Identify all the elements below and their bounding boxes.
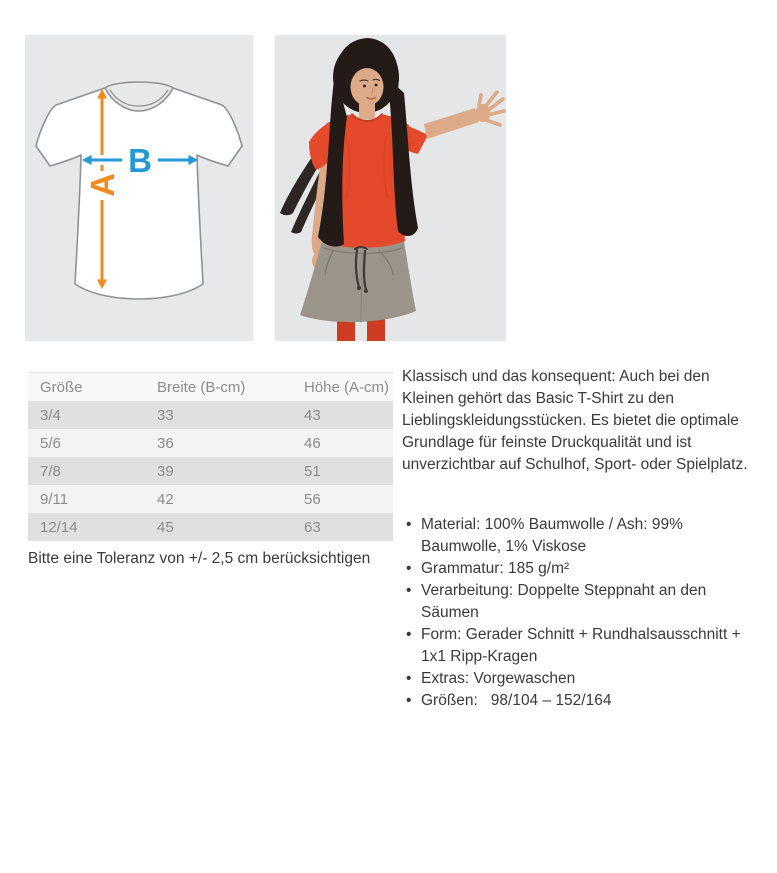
spec-item: • Form: Gerader Schnitt + Rundhalsausschnitt + 1x1 Ripp-Kragen bbox=[402, 624, 749, 668]
table-cell: 51 bbox=[304, 462, 321, 480]
table-row bbox=[28, 401, 393, 429]
size-table bbox=[28, 372, 393, 541]
width-label-b: B bbox=[128, 142, 152, 179]
spec-item: • Grammatur: 185 g/m² bbox=[402, 558, 749, 580]
table-cell: 63 bbox=[304, 518, 321, 536]
table-cell: 36 bbox=[157, 434, 174, 452]
product-photo bbox=[275, 35, 506, 341]
spec-item: • Verarbeitung: Doppelte Steppnaht an den Säumen bbox=[402, 580, 749, 624]
table-cell: 5/6 bbox=[40, 434, 61, 452]
table-cell: 9/11 bbox=[40, 490, 69, 508]
product-description: Klassisch und das konsequent: Auch bei den Kleinen gehört das Basic T-Shirt zu den Lieblingskleidungsstücken. Es bietet die optimale Grundlage für feinste Druckqualität und ist unverzichtbar auf Schulhof, Sport- oder Spielplatz. bbox=[402, 368, 748, 473]
table-row bbox=[28, 457, 393, 485]
table-cell: 7/8 bbox=[40, 462, 61, 480]
spec-list bbox=[402, 514, 749, 712]
table-cell: 39 bbox=[157, 462, 174, 480]
spec-item: • Material: 100% Baumwolle / Ash: 99% Baumwolle, 1% Viskose bbox=[402, 514, 749, 558]
table-cell: 3/4 bbox=[40, 406, 61, 424]
product-photo-panel bbox=[275, 35, 506, 341]
table-cell: 56 bbox=[304, 490, 321, 508]
table-cell: 12/14 bbox=[40, 518, 78, 536]
size-diagram-panel bbox=[25, 35, 253, 341]
table-cell: 45 bbox=[157, 518, 174, 536]
spec-item: • Größen: 98/104 – 152/164 bbox=[402, 690, 749, 712]
description-section bbox=[402, 366, 749, 712]
column-header: Höhe (A-cm) bbox=[292, 373, 393, 402]
table-row bbox=[28, 485, 393, 513]
table-row bbox=[28, 429, 393, 457]
spec-item: • Extras: Vorgewaschen bbox=[402, 668, 749, 690]
size-table-header-row bbox=[28, 373, 393, 402]
column-header: Breite (B-cm) bbox=[145, 373, 292, 402]
size-table-section bbox=[28, 372, 393, 568]
table-cell: 46 bbox=[304, 434, 321, 452]
table-row bbox=[28, 513, 393, 541]
size-diagram bbox=[25, 35, 253, 341]
tolerance-note: Bitte eine Toleranz von +/- 2,5 cm berücksichtigen bbox=[28, 550, 371, 567]
height-label-a: A bbox=[84, 173, 121, 197]
table-cell: 43 bbox=[304, 406, 321, 424]
table-cell: 33 bbox=[157, 406, 174, 424]
column-header: Größe bbox=[28, 373, 145, 402]
table-cell: 42 bbox=[157, 490, 174, 508]
size-table-body bbox=[28, 401, 393, 541]
